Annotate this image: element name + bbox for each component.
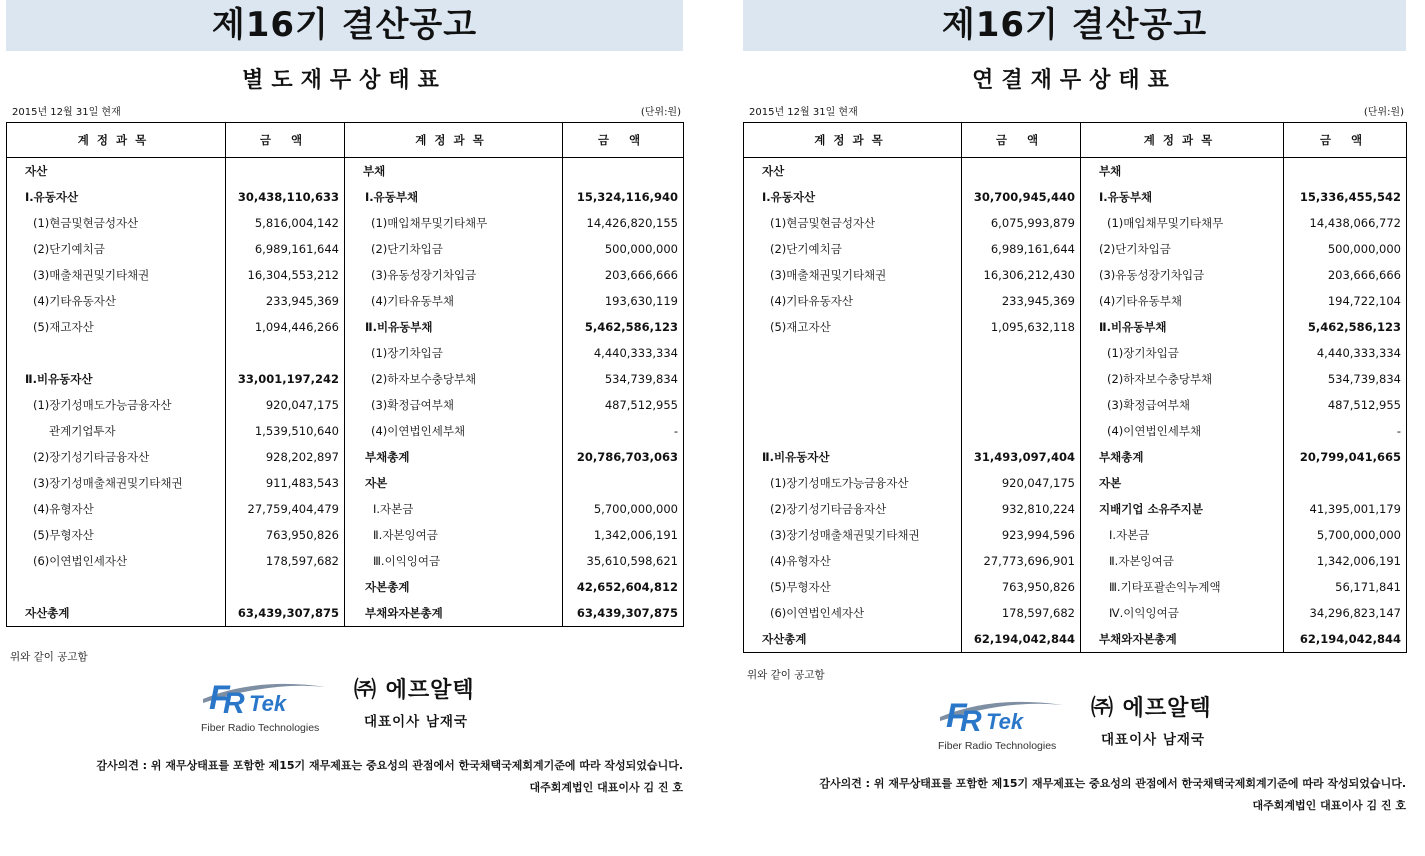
table-row [744,210,1407,236]
row-amount: 534,739,834 [563,366,684,392]
row-account: 자산 [762,164,785,178]
row-amount: 1,342,006,191 [563,522,684,548]
row-amount [962,392,1081,418]
row-account: (1)장기성매도가능금융자산 [770,476,909,490]
table-row [7,522,684,548]
table-row [7,288,684,314]
row-amount: 178,597,682 [226,548,345,574]
notice-banner: 제16기 결산공고 [6,0,683,51]
row-amount: 5,700,000,000 [1284,522,1407,548]
separate-statement-panel [6,0,683,799]
table-row [7,548,684,574]
audit-opinion: 감사의견 : 위 재무상태표를 포함한 제15기 재무제표는 중요성의 관점에서 한국채택국제회계기준에 따라 작성되었습니다. [96,759,683,772]
row-amount: 534,739,834 [1284,366,1407,392]
svg-text:R: R [960,705,982,738]
as-of-date: 2015년 12월 31일 현재 [12,107,121,118]
table-row [7,210,684,236]
header-account-assets: 계정과목 [744,123,962,158]
row-amount: 30,700,945,440 [962,184,1081,210]
row-account: (2)단기예치금 [33,242,105,256]
row-account: (4)기타유동부채 [1081,288,1284,314]
table-row [744,236,1407,262]
statement-title: 연결재무상태표 [972,68,1177,93]
svg-text:F: F [946,697,967,735]
row-amount: 30,438,110,633 [226,184,345,210]
table-row [744,574,1407,600]
row-amount: 20,786,703,063 [563,444,684,470]
table-row [7,496,684,522]
row-amount: 1,539,510,640 [226,418,345,444]
row-amount: 233,945,369 [226,288,345,314]
row-account: (2)단기예치금 [770,242,842,256]
as-of-date: 2015년 12월 31일 현재 [749,107,858,118]
table-row [744,522,1407,548]
row-amount: 203,666,666 [563,262,684,288]
table-row [744,288,1407,314]
row-amount: 5,816,004,142 [226,210,345,236]
row-amount: 487,512,955 [1284,392,1407,418]
row-account: 지배기업 소유주지분 [1081,496,1284,522]
row-account: (4)유형자산 [770,554,831,568]
header-amount-liabilities: 금 액 [1284,123,1407,158]
row-account: (3)유동성장기차입금 [1081,262,1284,288]
row-account: (4)이연법인세부채 [345,418,563,444]
table-header-row [744,123,1407,158]
row-amount: 27,773,696,901 [962,548,1081,574]
row-account [744,366,962,392]
row-amount: 33,001,197,242 [226,366,345,392]
row-amount: 193,630,119 [563,288,684,314]
row-account: (3)확정급여부채 [345,392,563,418]
statement-title: 별도재무상태표 [242,68,447,93]
table-row [744,366,1407,392]
row-amount: 34,296,823,147 [1284,600,1407,626]
row-amount: 1,095,632,118 [962,314,1081,340]
row-amount [1284,470,1407,496]
table-row [744,392,1407,418]
row-account: 부채 [345,158,563,185]
row-amount: 6,075,993,879 [962,210,1081,236]
row-account: (4)기타유동부채 [345,288,563,314]
auditor-name: 대주회계법인 대표이사 김 진 호 [1252,799,1406,812]
table-row [744,548,1407,574]
row-amount: 932,810,224 [962,496,1081,522]
row-account: (1)현금및현금성자산 [770,216,876,230]
ftek-logo-icon [201,669,341,735]
row-amount: 763,950,826 [962,574,1081,600]
row-amount: 42,652,604,812 [563,574,684,600]
row-account [744,392,962,418]
audit-opinion: 감사의견 : 위 재무상태표를 포함한 제15기 재무제표는 중요성의 관점에서 한국채택국제회계기준에 따라 작성되었습니다. [819,777,1406,790]
row-amount [563,470,684,496]
row-account: Ⅱ.비유동부채 [1081,314,1284,340]
row-amount: 920,047,175 [226,392,345,418]
row-amount: 233,945,369 [962,288,1081,314]
signature-block [743,687,1406,759]
row-amount [226,158,345,185]
table-body [7,158,684,627]
svg-text:F: F [209,679,230,717]
row-account: (3)매출채권및기타채권 [33,268,150,282]
table-row [744,314,1407,340]
row-account: (1)장기차입금 [1081,340,1284,366]
table-row [7,184,684,210]
row-account: (2)하자보수충당부채 [1081,366,1284,392]
row-account: (2)단기차입금 [1081,236,1284,262]
row-account: Ⅱ.비유동자산 [762,450,830,464]
row-amount: 27,759,404,479 [226,496,345,522]
row-account: Ⅱ.비유동자산 [25,372,93,386]
row-account: (4)기타유동자산 [770,294,853,308]
company-block [354,673,475,730]
row-amount [226,340,345,366]
row-amount: 6,989,161,644 [962,236,1081,262]
notice-banner: 제16기 결산공고 [743,0,1406,51]
ceo-name: 대표이사 남재국 [364,714,468,730]
row-account: Ⅲ.이익잉여금 [345,548,563,574]
row-account: (3)장기성매출채권및기타채권 [33,476,183,490]
row-amount: 500,000,000 [563,236,684,262]
meta-row [743,106,1406,120]
row-amount: 194,722,104 [1284,288,1407,314]
table-row [7,314,684,340]
row-amount [962,340,1081,366]
row-amount: 178,597,682 [962,600,1081,626]
row-account: 부채 [1081,158,1284,185]
row-account: (4)유형자산 [33,502,94,516]
row-amount: 16,306,212,430 [962,262,1081,288]
auditor-name: 대주회계법인 대표이사 김 진 호 [529,781,683,794]
row-amount [563,158,684,185]
row-account: Ⅰ.유동자산 [25,190,79,204]
row-account: Ⅰ.자본금 [1081,522,1284,548]
svg-text:R: R [223,687,245,720]
table-body [744,158,1407,653]
table-row [7,158,684,185]
row-account: 자본 [1081,470,1284,496]
row-amount: 1,094,446,266 [226,314,345,340]
table-row [7,418,684,444]
table-row [744,262,1407,288]
table-row [744,418,1407,444]
row-amount: 63,439,307,875 [563,600,684,627]
row-amount: 5,462,586,123 [1284,314,1407,340]
row-account [7,340,226,366]
table-row [744,496,1407,522]
header-account-liabilities: 계정과목 [345,123,563,158]
row-amount: 923,994,596 [962,522,1081,548]
table-row [7,574,684,600]
row-amount: 487,512,955 [563,392,684,418]
row-amount: 763,950,826 [226,522,345,548]
company-name: ㈜ 에프알텍 [354,678,475,703]
row-account: (3)확정급여부채 [1081,392,1284,418]
row-account: 자산총계 [25,606,70,620]
row-account: (1)현금및현금성자산 [33,216,139,230]
row-account: (1)장기성매도가능금융자산 [33,398,172,412]
row-account: Ⅱ.자본잉여금 [345,522,563,548]
row-amount: 41,395,001,179 [1284,496,1407,522]
row-amount: 31,493,097,404 [962,444,1081,470]
row-amount: 16,304,553,212 [226,262,345,288]
balance-sheet-table [6,122,684,627]
company-name: ㈜ 에프알텍 [1091,696,1212,721]
row-account: Ⅲ.기타포괄손익누계액 [1081,574,1284,600]
row-amount: 911,483,543 [226,470,345,496]
row-account: Ⅰ.유동부채 [1081,184,1284,210]
row-account: (6)이연법인세자산 [770,606,865,620]
company-block [1091,691,1212,748]
table-row [744,444,1407,470]
notice-text: 위와 같이 공고함 [747,669,825,681]
row-account: Ⅳ.이익잉여금 [1081,600,1284,626]
notice-text: 위와 같이 공고함 [10,651,88,663]
row-account: (4)기타유동자산 [33,294,116,308]
table-row [744,600,1407,626]
meta-row [6,106,683,120]
row-account: 관계기업투자 [49,424,116,438]
row-amount: 14,426,820,155 [563,210,684,236]
table-row [7,340,684,366]
row-account: 자산 [25,164,48,178]
row-account [7,574,226,600]
row-account: 자본총계 [345,574,563,600]
row-amount: 63,439,307,875 [226,600,345,627]
table-row [7,392,684,418]
row-account: (5)무형자산 [33,528,94,542]
row-amount: 62,194,042,844 [962,626,1081,653]
table-row [7,444,684,470]
row-account: 부채총계 [345,444,563,470]
row-account: (2)하자보수충당부채 [345,366,563,392]
row-account: 부채와자본총계 [1081,626,1284,653]
row-account: (2)장기성기타금융자산 [770,502,887,516]
row-amount [226,574,345,600]
row-amount: 56,171,841 [1284,574,1407,600]
row-account [744,418,962,444]
row-amount: 4,440,333,334 [563,340,684,366]
row-amount: 5,462,586,123 [563,314,684,340]
row-amount [1284,158,1407,185]
header-account-assets: 계정과목 [7,123,226,158]
row-account: Ⅱ.비유동부채 [345,314,563,340]
row-amount: 203,666,666 [1284,262,1407,288]
balance-sheet-table [743,122,1407,653]
row-amount: 5,700,000,000 [563,496,684,522]
row-account: Ⅰ.유동부채 [345,184,563,210]
row-account [744,340,962,366]
signature-block [6,669,683,741]
row-amount: 500,000,000 [1284,236,1407,262]
table-row [744,184,1407,210]
logo-tagline: Fiber Radio Technologies [201,722,320,734]
row-account: (1)장기차입금 [345,340,563,366]
unit-label: (단위:원) [640,107,681,118]
ftek-logo-icon [938,687,1078,753]
logo-tagline: Fiber Radio Technologies [938,740,1057,752]
svg-text:Tek: Tek [249,691,287,716]
row-account: (2)장기성기타금융자산 [33,450,150,464]
table-header-row [7,123,684,158]
table-row [7,470,684,496]
row-account: (3)유동성장기차입금 [345,262,563,288]
row-amount: 6,989,161,644 [226,236,345,262]
row-account: (6)이연법인세자산 [33,554,128,568]
row-account: 부채와자본총계 [345,600,563,627]
row-account: Ⅰ.유동자산 [762,190,816,204]
row-amount: 15,336,455,542 [1284,184,1407,210]
header-account-liabilities: 계정과목 [1081,123,1284,158]
svg-text:Tek: Tek [986,709,1024,734]
table-row [7,366,684,392]
row-account: (2)단기차입금 [345,236,563,262]
row-account: Ⅰ.자본금 [345,496,563,522]
table-row [7,236,684,262]
consolidated-statement-panel [743,0,1406,817]
table-row [7,600,684,627]
table-row [744,626,1407,653]
row-amount [962,158,1081,185]
header-amount-assets: 금 액 [226,123,345,158]
row-amount [962,418,1081,444]
row-account: Ⅱ.자본잉여금 [1081,548,1284,574]
row-amount: 14,438,066,772 [1284,210,1407,236]
row-account: 부채총계 [1081,444,1284,470]
row-amount: 15,324,116,940 [563,184,684,210]
row-amount: 4,440,333,334 [1284,340,1407,366]
row-account: (1)매입채무및기타채무 [345,210,563,236]
row-account: (5)재고자산 [33,320,94,334]
table-row [7,262,684,288]
header-amount-liabilities: 금 액 [563,123,684,158]
row-account: 자본 [345,470,563,496]
row-account: 자산총계 [762,632,807,646]
row-account: (3)장기성매출채권및기타채권 [770,528,920,542]
ceo-name: 대표이사 남재국 [1101,732,1205,748]
table-row [744,340,1407,366]
row-amount: - [563,418,684,444]
unit-label: (단위:원) [1363,107,1404,118]
table-row [744,158,1407,185]
header-amount-assets: 금 액 [962,123,1081,158]
row-amount: 1,342,006,191 [1284,548,1407,574]
row-account: (1)매입채무및기타채무 [1081,210,1284,236]
row-amount: 920,047,175 [962,470,1081,496]
row-amount: 928,202,897 [226,444,345,470]
row-amount: 20,799,041,665 [1284,444,1407,470]
table-row [744,470,1407,496]
row-amount [962,366,1081,392]
row-account: (3)매출채권및기타채권 [770,268,887,282]
row-account: (5)무형자산 [770,580,831,594]
row-amount: - [1284,418,1407,444]
row-amount: 62,194,042,844 [1284,626,1407,653]
row-account: (4)이연법인세부채 [1081,418,1284,444]
row-amount: 35,610,598,621 [563,548,684,574]
row-account: (5)재고자산 [770,320,831,334]
